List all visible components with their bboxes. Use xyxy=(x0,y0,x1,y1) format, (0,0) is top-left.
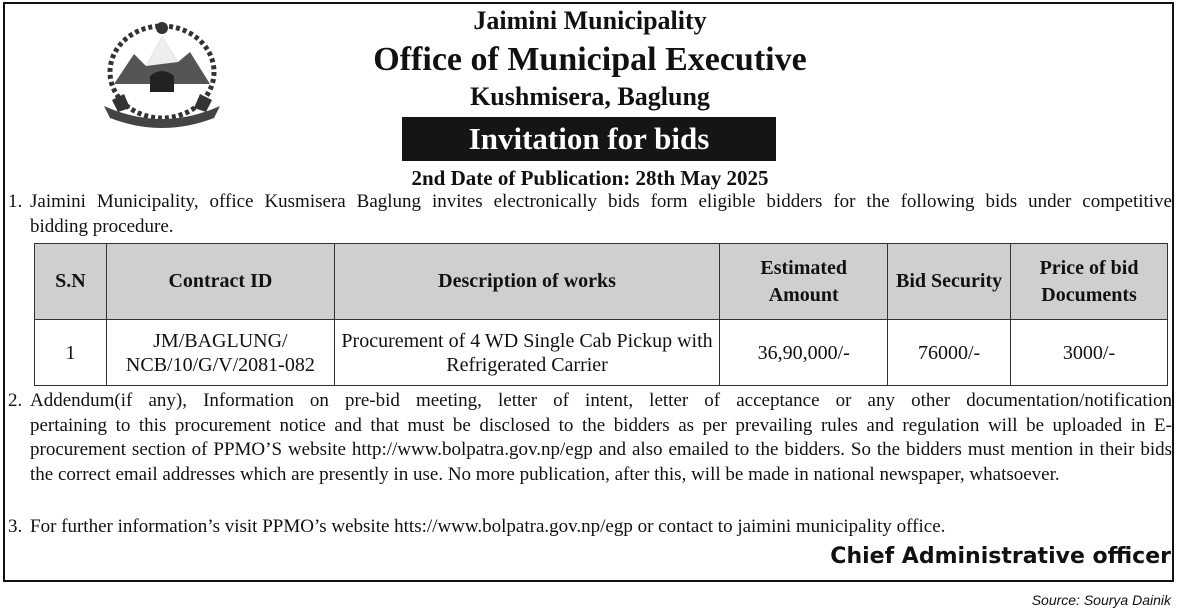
cell-sn: 1 xyxy=(35,320,107,386)
table-header-row xyxy=(35,244,1168,320)
bids-table xyxy=(34,243,1168,386)
cell-description: Procurement of 4 WD Single Cab Pickup with Refrigerated Carrier xyxy=(334,320,719,386)
column-header-sn: S.N xyxy=(35,244,107,320)
municipality-name: Jaimini Municipality xyxy=(473,6,707,35)
paragraph-2 xyxy=(8,389,1172,487)
column-header-bid-security: Bid Security xyxy=(888,244,1011,320)
paragraph-text: pertaining to this procurement notice and that must be disclosed to the bidders as per prevailing rules and regulation will be uploaded in E-procurement section of PPMO’S website http://www.bolpatra.gov.np/egp and also emailed to the bidders. So the bidders must mention in their bids the correct email addresses which are presently in use. No more publication, after this, will be made in national newspaper, whatsoever. xyxy=(30,414,1172,485)
notice-title: Invitation for bids xyxy=(402,117,776,161)
cell-bid-security: 76000/- xyxy=(888,320,1011,386)
paragraph-number: 2. xyxy=(8,390,23,411)
column-header-contract-id: Contract ID xyxy=(106,244,334,320)
column-header-doc-price: Price of bid Documents xyxy=(1011,244,1168,320)
cell-estimated-amount: 36,90,000/- xyxy=(720,320,888,386)
office-location: Kushmisera, Baglung xyxy=(470,82,710,111)
signatory-title: Chief Administrative officer xyxy=(830,544,1171,569)
paragraph-text: Jaimini Municipality, office Kusmisera Baglung invites electronically bids form eligible bidders for the following bids under competitive xyxy=(30,191,1172,212)
paragraph-number: 3. xyxy=(8,516,23,537)
paragraph-1 xyxy=(8,190,1172,239)
paragraph-3 xyxy=(8,515,1172,540)
publication-date: 2nd Date of Publication: 28th May 2025 xyxy=(411,166,769,190)
paragraph-text: For further information’s visit PPMO’s website htts://www.bolpatra.gov.np/egp or contact to jaimini municipality office. xyxy=(30,516,946,537)
paragraph-text: bidding procedure. xyxy=(30,215,174,237)
column-header-description: Description of works xyxy=(334,244,719,320)
office-name: Office of Municipal Executive xyxy=(373,41,807,78)
paragraph-number: 1. xyxy=(8,191,23,212)
paragraph-text: Addendum(if any), Information on pre-bid meeting, letter of intent, letter of acceptance or any other documentation/notification xyxy=(30,390,1172,411)
table-row xyxy=(35,320,1168,386)
source-credit: Source: Sourya Dainik xyxy=(1031,592,1171,608)
column-header-estimated-amount: Estimated Amount xyxy=(720,244,888,320)
cell-contract-id: JM/BAGLUNG/ NCB/10/G/V/2081-082 xyxy=(106,320,334,386)
cell-doc-price: 3000/- xyxy=(1011,320,1168,386)
